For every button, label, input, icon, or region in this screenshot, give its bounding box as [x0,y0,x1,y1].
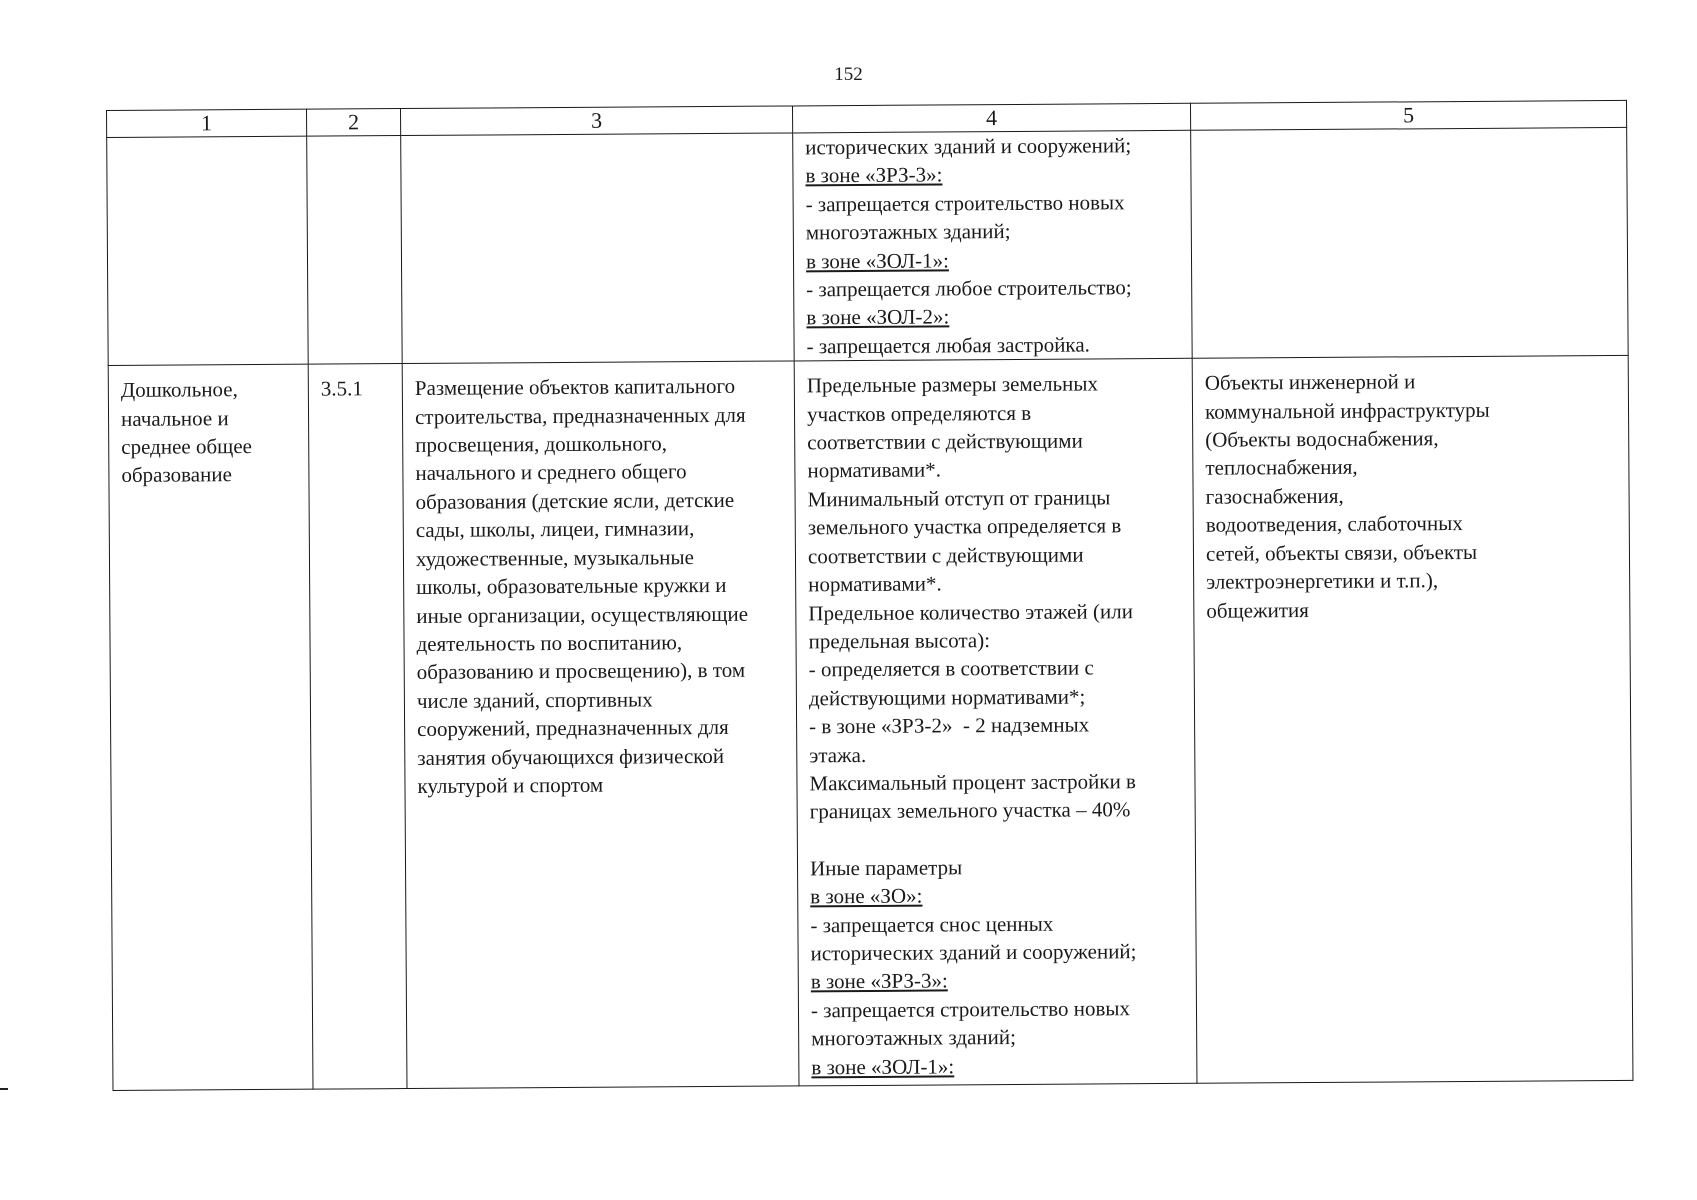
text-line: границах земельного участка – 40% [809,797,1131,824]
text-line: образования (детские ясли, детские [415,487,735,514]
text-line: нормативами*. [808,571,942,597]
page-number: 152 [834,64,863,85]
text-line: Максимальный процент застройки в [809,769,1137,796]
text-line: предельная высота): [808,628,991,654]
continuation-row [107,127,1628,365]
text-line: в зоне «ЗОЛ-1»: [805,248,949,273]
text-line: иные организации, осуществляющие [416,601,749,628]
text-line: нормативами*. [807,457,941,483]
text-line: водоотведения, слаботочных [1205,511,1463,537]
text-line: участков определяются в [806,400,1032,427]
text-line: в зоне «ЗРЗ-3»: [810,968,948,994]
text-line: (Объекты водоснабжения, [1205,426,1439,452]
text-line: действующими нормативами*; [808,684,1086,711]
text-line: сетей, объекты связи, объекты [1205,539,1478,566]
text-line: образование [121,462,232,488]
text-line: Дошкольное, [120,377,238,403]
text-line: в зоне «ЗРЗ-3»: [805,162,943,188]
text-line: - запрещается любое строительство; [806,275,1132,302]
blank-line [810,824,1183,854]
text-line: - определяется в соответствии с [808,655,1094,682]
cont-cell-4 [793,130,1193,361]
text-line: соответствии с действующими [807,542,1084,569]
text-line: числе зданий, спортивных [416,687,653,713]
text-line: Предельное количество этажей (или [808,598,1134,625]
text-line: - запрещается строительство новых [805,190,1125,217]
text-line: многоэтажных зданий; [811,1025,1016,1051]
text-line: соответствии с действующими [807,428,1083,455]
text-line: сооружений, предназначенных для [417,715,729,742]
text-line: начального и среднего общего [415,459,687,486]
text-line: Минимальный отступ от границы [807,485,1111,512]
scan-edge-mark [0,1088,8,1090]
text-line: культурой и спортом [417,772,604,798]
text-line: образованию и просвещению), в том [416,658,746,685]
column-header-5: 5 [1190,100,1626,130]
text-line: - запрещается любая застройка. [806,332,1090,359]
code-cell [308,364,407,1090]
text-line: исторических зданий и сооружений; [805,133,1132,160]
text-line: в зоне «ЗОЛ-2»: [806,304,950,330]
text-line: Объекты инженерной и [1204,369,1416,395]
column-header-4: 4 [792,103,1190,133]
text-line: электроэнергетики и т.п.), [1206,568,1439,594]
cont-cell-1 [107,136,309,366]
text-line: - запрещается строительство новых [810,996,1131,1023]
description-cell [402,361,799,1089]
text-line: художественные, музыкальные [415,544,695,571]
column-header-2: 2 [306,109,400,137]
text-line: Предельные размеры земельных [806,371,1099,398]
text-line: просвещения, дошкольного, [415,431,667,458]
text-line: газоснабжения, [1205,483,1344,509]
auxiliary-uses-cell [1192,356,1633,1084]
text-line: сады, школы, лицеи, гимназии, [415,516,695,543]
text-line: этажа. [809,742,867,767]
text-line: школы, образовательные кружки и [416,572,727,600]
text-line: в зоне «ЗО»: [810,883,923,909]
cont-cell-3 [401,133,795,364]
text-line: среднее общее [121,434,252,459]
text-line: Размещение объектов капитального [414,374,736,401]
text-line: теплоснабжения, [1205,455,1358,481]
cont-cell-5 [1191,127,1629,358]
text-line: 3.5.1 [320,376,363,401]
table-row [108,356,1633,1091]
text-line: общежития [1206,597,1309,623]
land-use-type-cell [108,364,313,1090]
text-line: многоэтажных зданий; [805,219,1011,245]
cont-cell-2 [307,136,403,365]
text-line: занятия обучающихся физической [417,743,725,770]
text-line: начальное и [120,405,229,431]
text-line: земельного участка определяется в [807,513,1122,540]
regulations-table [106,100,1633,1091]
parameters-cell [794,359,1197,1087]
text-line: деятельность по воспитанию, [416,630,683,656]
text-line: коммунальной инфраструктуры [1204,397,1490,424]
text-line: строительства, предназначенных для [414,402,746,429]
column-header-3: 3 [400,106,792,136]
text-line: в зоне «ЗОЛ-1»: [811,1053,955,1079]
text-line: Иные параметры [809,855,963,881]
document-scan [106,100,1632,1086]
text-line: - в зоне «ЗРЗ-2» - 2 надземных [809,712,1090,739]
text-line: исторических зданий и сооружений; [810,939,1137,966]
text-line: - запрещается снос ценных [810,911,1054,937]
column-header-1: 1 [107,109,307,137]
